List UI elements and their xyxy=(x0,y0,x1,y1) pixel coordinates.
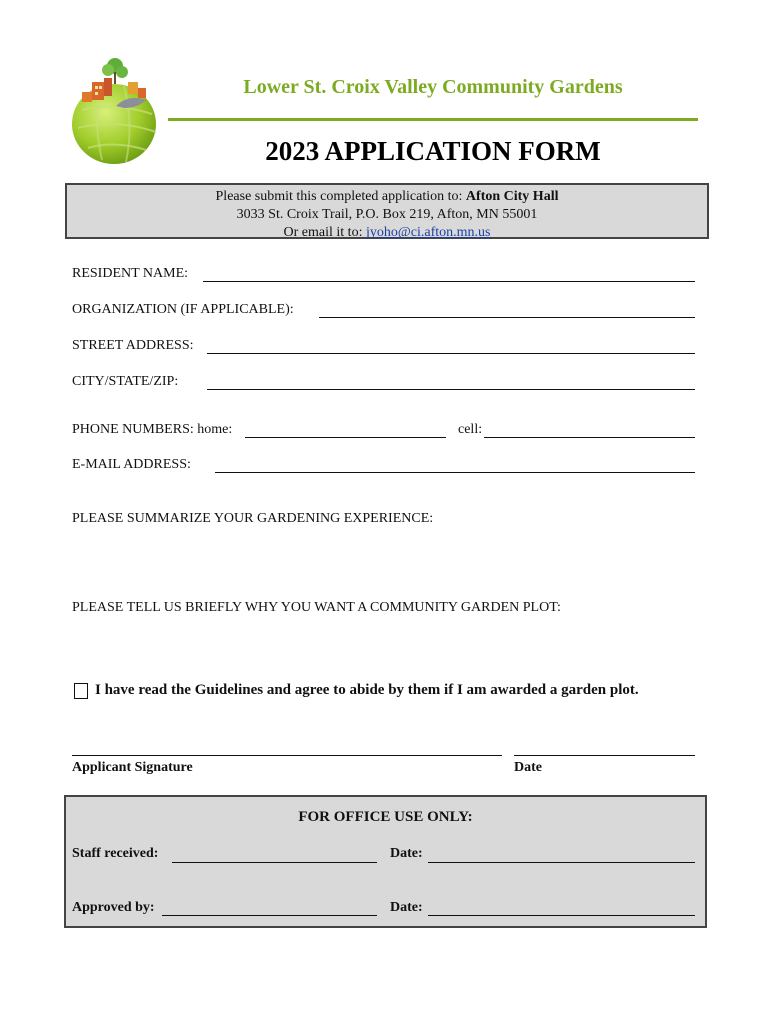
staff-date-label: Date: xyxy=(390,846,423,861)
submission-info-box xyxy=(65,183,709,239)
city-state-zip-label: CITY/STATE/ZIP: xyxy=(72,374,179,389)
organization-field[interactable] xyxy=(319,317,695,318)
signature-date-line[interactable] xyxy=(514,755,695,756)
approval-date-label: Date: xyxy=(390,900,423,915)
applicant-signature-label: Applicant Signature xyxy=(72,760,193,775)
phone-cell-label: cell: xyxy=(458,422,483,437)
street-address-label: STREET ADDRESS: xyxy=(72,338,194,353)
submit-instruction: Please submit this completed application to: xyxy=(215,189,466,204)
phone-cell-field[interactable] xyxy=(484,437,695,438)
email-instruction: Or email it to: xyxy=(283,225,366,240)
signature-date-label: Date xyxy=(514,760,542,775)
phone-home-label: PHONE NUMBERS: home: xyxy=(72,422,233,437)
agreement-text: I have read the Guidelines and agree to abide by them if I am awarded a garden plot. xyxy=(95,682,639,698)
approval-date-field[interactable] xyxy=(428,915,695,916)
email-address-field[interactable] xyxy=(215,472,695,473)
street-address-field[interactable] xyxy=(207,353,695,354)
agreement-checkbox[interactable] xyxy=(74,683,88,699)
why-question: PLEASE TELL US BRIEFLY WHY YOU WANT A COMMUNITY GARDEN PLOT: xyxy=(72,600,561,615)
office-use-title: FOR OFFICE USE ONLY: xyxy=(298,809,473,825)
resident-name-field[interactable] xyxy=(203,281,695,282)
approved-by-field[interactable] xyxy=(162,915,377,916)
submit-address: 3033 St. Croix Trail, P.O. Box 219, Afton, MN 55001 xyxy=(236,207,538,222)
org-title: Lower St. Croix Valley Community Gardens xyxy=(243,76,623,98)
email-address-label: E-MAIL ADDRESS: xyxy=(72,457,191,472)
experience-question: PLEASE SUMMARIZE YOUR GARDENING EXPERIENCE: xyxy=(72,511,434,526)
phone-home-field[interactable] xyxy=(245,437,446,438)
submit-line-1 xyxy=(67,188,707,206)
approved-by-label: Approved by: xyxy=(72,900,155,915)
staff-received-field[interactable] xyxy=(172,862,377,863)
city-state-zip-field[interactable] xyxy=(207,389,695,390)
submit-recipient: Afton City Hall xyxy=(465,189,559,204)
submit-line-3 xyxy=(67,224,707,242)
email-link[interactable]: jyoho@ci.afton.mn.us xyxy=(365,225,491,240)
applicant-signature-line[interactable] xyxy=(72,755,502,756)
form-title: 2023 APPLICATION FORM xyxy=(265,136,601,166)
title-divider xyxy=(168,118,698,121)
garden-globe-logo xyxy=(68,48,164,166)
organization-label: ORGANIZATION (IF APPLICABLE): xyxy=(72,302,294,317)
staff-date-field[interactable] xyxy=(428,862,695,863)
resident-name-label: RESIDENT NAME: xyxy=(72,266,189,281)
staff-received-label: Staff received: xyxy=(72,846,159,861)
